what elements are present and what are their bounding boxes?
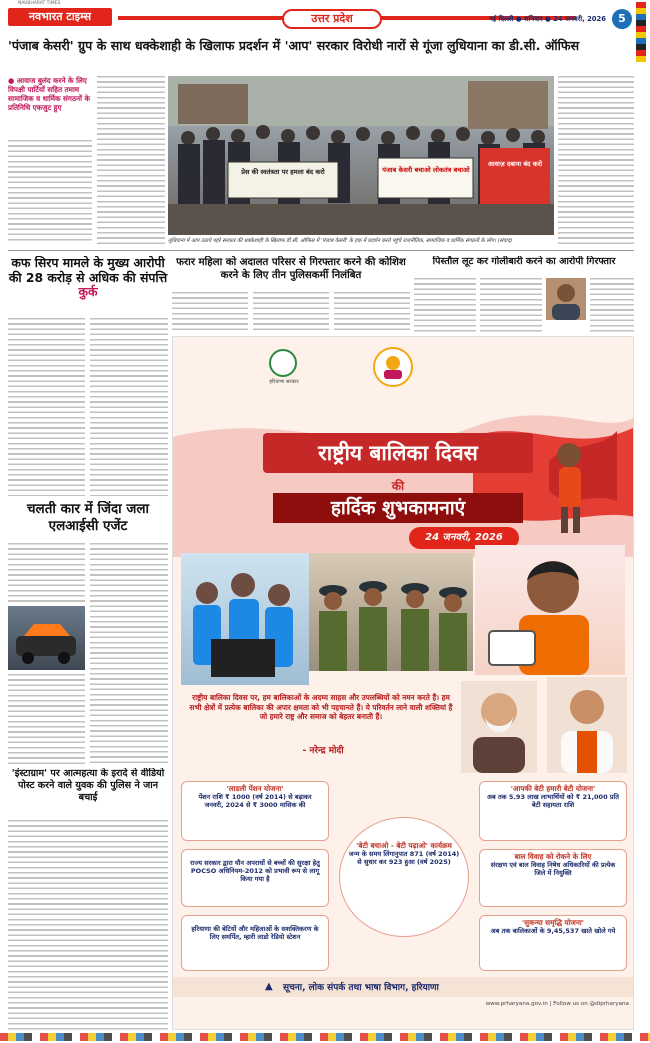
lead-body-col2 (97, 76, 165, 244)
pistol-body-c (590, 278, 634, 332)
ad-footer (173, 977, 634, 997)
fararmahila-body-c (334, 292, 410, 332)
ad-cm-photo (547, 677, 627, 773)
scheme-card-body: पेंशन राशि ₹ 1000 (वर्ष 2014) से बढ़ाकर जनवरी, 2024 से ₹ 3000 मासिक की (198, 793, 312, 809)
car-photo (8, 606, 85, 670)
lead-photo (168, 76, 554, 235)
pistol-headline: पिस्तौल लूट कर गोलीबारी करने का आरोपी गिरफ्तार (432, 256, 616, 267)
kafsirup-body-b (90, 318, 168, 496)
scheme-card-body: राज्य सरकार द्वारा यौन अपराधों से बच्चों की सुरक्षा हेतु POCSO अधिनियम-2012 को प्रभावी रूप से लागू किया गया है (190, 859, 320, 883)
lead-sidebar-points: ● आवाज बुलंद करने के लिए विपक्षी पार्टियों सहित तमाम सामाजिक व धार्मिक संगठनों के प्रतिनिधि एकजुट हुए (8, 76, 91, 112)
scheme-card-bbbp (339, 817, 469, 937)
scheme-card-lado-radio (181, 915, 329, 971)
fararmahila-body-b (253, 292, 329, 332)
kafsirup-headline (8, 256, 168, 314)
instagram-body (8, 820, 168, 1030)
ad-footer-handles: www.prharyana.gov.in | Follow us on @diprharyana (485, 1001, 629, 1007)
scheme-card-sukanya (479, 915, 627, 971)
edition-line: नई दिल्ली ● शनिवार ● 24 जनवरी, 2026 (489, 15, 606, 23)
lead-headline: 'पंजाब केसरी' ग्रुप के साथ धक्केशाही के खिलाफ प्रदर्शन में 'आप' सरकार विरोधी नारों से गूंजा लुधियाना का डी.सी. ऑफिस (8, 38, 580, 53)
instagram-headline: 'इंस्टाग्राम' पर आत्महत्या के इरादे से वीडियो पोस्ट करने वाले युवक की पुलिस ने जान बचाई (11, 768, 165, 803)
ad-child-photo (475, 545, 625, 675)
ad-subtitle-ki: की (391, 479, 405, 493)
scheme-card-aapki-beti (479, 781, 627, 841)
brand-logo: नवभारत टाइम्स (8, 8, 112, 26)
pistol-mugshot (546, 278, 586, 320)
brand-small: NAVBHARAT TIMES (18, 1, 61, 6)
scheme-card-title: 'सुकन्या समृद्धि योजना' (522, 918, 584, 927)
masthead (0, 0, 650, 36)
scheme-card-ladli-pension (181, 781, 329, 841)
ad-greeting: हार्दिक शुभकामनाएं (273, 493, 523, 523)
ad-footer-text: सूचना, लोक संपर्क तथा भाषा विभाग, हरियाणा (283, 983, 439, 993)
ad-title: राष्ट्रीय बालिका दिवस (263, 433, 533, 473)
car-headline: चलती कार में जिंदा जला एलआईसी एजेंट (26, 501, 150, 534)
banner-2: पंजाब केसरी बचाओ लोकतंत्र बचाओ (382, 166, 470, 174)
section-title: उत्तर प्रदेश (282, 9, 382, 29)
scheme-card-title: 'बेटी बचाओ - बेटी पढ़ाओ' कार्यक्रम (356, 841, 452, 850)
ad-logo-caption: हरियाणा सरकार (269, 379, 299, 385)
lead-body-col1 (8, 140, 92, 244)
car-body-c (90, 543, 168, 764)
scheme-card-title: बाल विवाह को रोकने के लिए (514, 852, 592, 861)
ad-hero-girl-illustration (529, 421, 619, 541)
scheme-card-body: अब तक 5.93 लाख लाभार्थियों को ₹ 21,000 प्रति बेटी सहायता राशि (487, 793, 619, 809)
kafsirup-body-a (8, 318, 85, 496)
haryana-emblem (269, 349, 297, 377)
banner-1: प्रेस की स्वतंत्रता पर हमला बंद करो (241, 168, 325, 176)
car-body-a (8, 543, 85, 603)
lead-divider (8, 250, 634, 251)
scheme-card-title: 'लाडली पेंशन योजना' (226, 784, 284, 793)
scheme-card-body: जन्म के समय लिंगानुपात 871 (वर्ष 2014) से सुधार कर 923 हुआ (वर्ष 2025) (348, 850, 460, 866)
banner-3: आवाज़ दबाना बंद करो (487, 160, 543, 168)
scheme-card-body: संरक्षण एवं बाल विवाह निषेध अधिकारियों की प्रत्येक जिले में नियुक्ति (490, 861, 616, 877)
ad-cadets-photo (303, 553, 473, 671)
car-body-b (8, 674, 85, 764)
megaphone-icon: ▲ (265, 981, 273, 992)
bottom-registration-marks (0, 1033, 650, 1041)
ad-students-photo (181, 553, 309, 685)
pistol-body-b (480, 278, 542, 332)
fararmahila-body-a (172, 292, 248, 332)
lead-body-col3 (558, 76, 634, 246)
scheme-card-body: अब तक बालिकाओं के 9,45,537 खाते खोले गये (490, 927, 616, 935)
pistol-body-a (414, 278, 476, 332)
ad-modi-photo (461, 681, 537, 773)
advertisement (172, 336, 634, 1030)
scheme-card-pocso (181, 849, 329, 907)
bbbp-logo (373, 347, 413, 387)
registration-marks (636, 2, 646, 62)
page-number: 5 (612, 9, 632, 29)
kafsirup-headline-text: कफ सिरप मामले के मुख्य आरोपी की 28 करोड़ से अधिक की संपत्ति (8, 256, 168, 285)
ad-quote: राष्ट्रीय बालिका दिवस पर, हम बालिकाओं के अदम्य साहस और उपलब्धियों को नमन करते हैं। हम सभी क्षेत्रों में प्रत्येक बालिका की अपार क्षमता को भी पहचानते हैं। ये परिवर्तन लाने वाली शक्तियां हैं जो हमारे राष्ट्र और समाज को बेहतर बनाती हैं। (189, 693, 453, 722)
scheme-card-body: हरियाणा की बेटियों और महिलाओं के सशक्तिकरण के लिए समर्पित, म्हारी लाडो रेडियो स्टेशन (191, 925, 319, 941)
scheme-card-title: 'आपकी बेटी हमारी बेटी योजना' (510, 784, 596, 793)
kafsirup-headline-highlight: कुर्क (78, 284, 98, 299)
lead-photo-caption: लुधियाना में आप उठाये पहरे सरकार की धक्केशाही के खिलाफ डी.सी. ऑफिस में 'पंजाब केसरी' के हक में प्रदर्शन करते पहुंचे राजनीतिक, सामाजिक व धार्मिक संगठनों के लोग। (संवाद) (168, 238, 513, 244)
fararmahila-headline: फरार महिला को अदालत परिसर से गिरफ्तार करने की कोशिश करने के लिए तीन पुलिसकर्मी निलंबित (176, 257, 406, 281)
ad-date: 24 जनवरी, 2026 (409, 527, 519, 549)
ad-quote-author: - नरेन्द्र मोदी (302, 746, 344, 756)
scheme-card-bal-vivah (479, 849, 627, 907)
